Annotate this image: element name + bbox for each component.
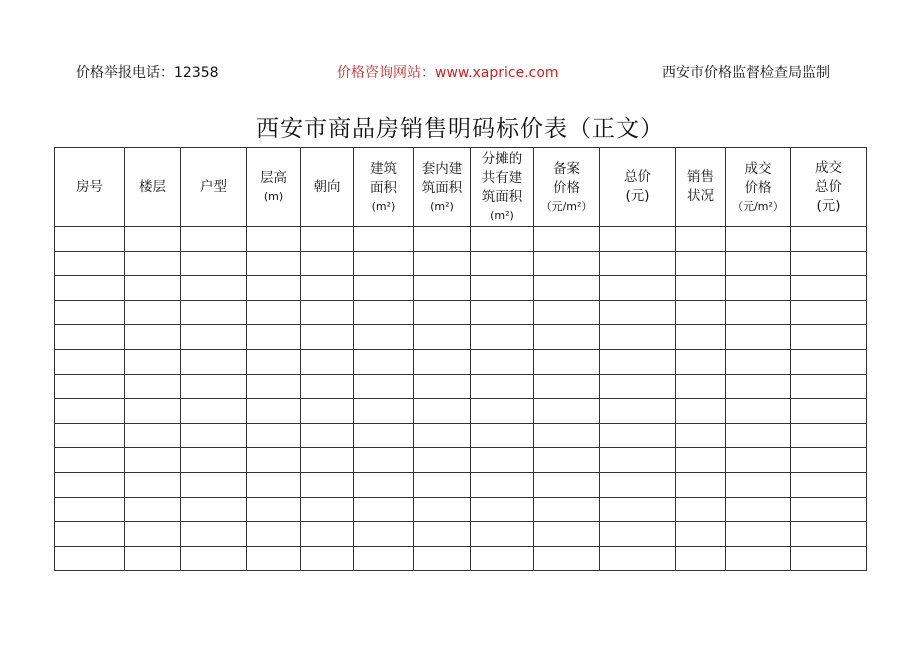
table-cell	[471, 546, 534, 571]
table-cell	[471, 472, 534, 497]
column-unit: (m²)	[490, 209, 514, 222]
table-cell	[55, 251, 125, 276]
table-cell	[354, 423, 414, 448]
table-cell	[600, 522, 676, 547]
table-cell	[125, 399, 181, 424]
table-cell	[354, 276, 414, 301]
table-cell	[354, 300, 414, 325]
table-cell	[676, 399, 726, 424]
table-cell	[791, 276, 867, 301]
table-row	[55, 423, 867, 448]
table-cell	[471, 276, 534, 301]
table-cell	[791, 227, 867, 252]
table-cell	[726, 423, 791, 448]
table-cell	[55, 300, 125, 325]
table-row	[55, 546, 867, 571]
column-unit: (m²)	[430, 199, 454, 213]
table-cell	[301, 251, 354, 276]
table-cell	[181, 497, 247, 522]
table-cell	[301, 325, 354, 350]
column-header-line: 筑面积	[481, 189, 523, 205]
column-header	[676, 148, 726, 227]
table-row	[55, 325, 867, 350]
table-cell	[247, 300, 301, 325]
column-header	[125, 148, 181, 227]
table-cell	[600, 227, 676, 252]
table-cell	[247, 276, 301, 301]
column-header-line: 房号	[76, 178, 103, 195]
table-cell	[791, 399, 867, 424]
table-cell	[414, 349, 471, 374]
table-cell	[55, 448, 125, 473]
table-cell	[471, 374, 534, 399]
table-cell	[676, 276, 726, 301]
table-cell	[55, 276, 125, 301]
table-cell	[471, 325, 534, 350]
table-cell	[471, 349, 534, 374]
table-cell	[414, 546, 471, 571]
table-cell	[354, 546, 414, 571]
column-header-line: 成交	[744, 160, 772, 177]
table-cell	[726, 276, 791, 301]
column-header	[534, 148, 600, 227]
table-header-row	[55, 148, 867, 227]
price-report-hotline: 价格举报电话：12358	[76, 65, 219, 81]
table-cell	[600, 497, 676, 522]
table-cell	[247, 399, 301, 424]
table-cell	[55, 349, 125, 374]
table-cell	[534, 227, 600, 252]
table-cell	[534, 546, 600, 571]
column-header	[55, 148, 125, 227]
table-cell	[125, 546, 181, 571]
table-cell	[791, 497, 867, 522]
table-cell	[181, 227, 247, 252]
table-cell	[676, 497, 726, 522]
column-header-line: 价格	[553, 179, 580, 196]
table-cell	[600, 374, 676, 399]
table-cell	[414, 399, 471, 424]
table-cell	[726, 448, 791, 473]
price-consult-website: 价格咨询网站：www.xaprice.com	[337, 65, 559, 81]
table-cell	[676, 300, 726, 325]
column-header-line: 套内建	[421, 160, 463, 177]
table-cell	[125, 300, 181, 325]
column-header-line: 户型	[200, 178, 227, 195]
table-cell	[676, 522, 726, 547]
table-row	[55, 448, 867, 473]
table-cell	[354, 472, 414, 497]
table-cell	[354, 399, 414, 424]
table-cell	[354, 325, 414, 350]
column-header-line: 面积	[370, 179, 397, 196]
table-cell	[676, 546, 726, 571]
supervisor-label: 西安市价格监督检查局监制	[662, 65, 830, 81]
column-header	[414, 148, 471, 227]
table-cell	[181, 251, 247, 276]
column-header-line: 分摊的	[481, 151, 523, 167]
table-cell	[534, 497, 600, 522]
table-cell	[414, 522, 471, 547]
table-cell	[414, 497, 471, 522]
table-cell	[791, 472, 867, 497]
column-header	[354, 148, 414, 227]
page-title: 西安市商品房销售明码标价表（正文）	[256, 116, 664, 142]
table-cell	[600, 325, 676, 350]
table-row	[55, 497, 867, 522]
table-cell	[354, 251, 414, 276]
table-cell	[247, 546, 301, 571]
table-cell	[726, 349, 791, 374]
column-header-line: 总价	[815, 178, 842, 195]
column-header	[600, 148, 676, 227]
table-row	[55, 399, 867, 424]
table-cell	[301, 374, 354, 399]
table-cell	[414, 276, 471, 301]
table-cell	[125, 497, 181, 522]
table-cell	[471, 497, 534, 522]
price-table	[54, 147, 867, 571]
table-cell	[414, 325, 471, 350]
table-cell	[125, 522, 181, 547]
table-cell	[676, 349, 726, 374]
column-header-line: 销售	[687, 169, 714, 185]
column-unit: (m²)	[371, 199, 396, 213]
table-cell	[181, 276, 247, 301]
table-cell	[471, 300, 534, 325]
table-cell	[791, 349, 867, 374]
table-cell	[55, 546, 125, 571]
table-cell	[125, 227, 181, 252]
table-row	[55, 522, 867, 547]
table-cell	[247, 497, 301, 522]
table-cell	[791, 300, 867, 325]
table-cell	[471, 522, 534, 547]
table-cell	[301, 448, 354, 473]
column-header-line: (元)	[816, 197, 841, 214]
table-row	[55, 300, 867, 325]
column-header	[471, 148, 534, 227]
table-cell	[247, 423, 301, 448]
table-cell	[247, 227, 301, 252]
table-cell	[676, 325, 726, 350]
table-cell	[181, 522, 247, 547]
table-row	[55, 374, 867, 399]
table-cell	[726, 497, 791, 522]
table-cell	[125, 251, 181, 276]
table-cell	[301, 349, 354, 374]
column-header	[791, 148, 867, 227]
table-cell	[534, 423, 600, 448]
table-cell	[676, 423, 726, 448]
table-cell	[600, 546, 676, 571]
table-cell	[301, 399, 354, 424]
table-row	[55, 472, 867, 497]
table-cell	[55, 399, 125, 424]
table-cell	[676, 448, 726, 473]
column-header	[301, 148, 354, 227]
table-cell	[534, 276, 600, 301]
table-cell	[181, 349, 247, 374]
table-cell	[247, 374, 301, 399]
table-cell	[534, 349, 600, 374]
column-header-line: 楼层	[139, 178, 166, 195]
table-cell	[354, 448, 414, 473]
column-unit: （元/m²）	[732, 199, 784, 213]
table-cell	[600, 276, 676, 301]
table-cell	[125, 423, 181, 448]
table-cell	[125, 374, 181, 399]
table-cell	[726, 374, 791, 399]
table-cell	[600, 300, 676, 325]
table-cell	[301, 227, 354, 252]
column-header-line: 建筑	[370, 160, 397, 177]
table-cell	[125, 448, 181, 473]
table-cell	[414, 374, 471, 399]
column-header	[181, 148, 247, 227]
table-cell	[534, 251, 600, 276]
column-header	[247, 148, 301, 227]
table-cell	[534, 472, 600, 497]
table-cell	[600, 423, 676, 448]
table-cell	[534, 399, 600, 424]
table-row	[55, 251, 867, 276]
table-cell	[125, 325, 181, 350]
table-cell	[125, 349, 181, 374]
column-header-line: 朝向	[313, 178, 341, 195]
column-header-line: 成交	[815, 159, 842, 176]
table-row	[55, 276, 867, 301]
table-cell	[125, 472, 181, 497]
table-cell	[534, 522, 600, 547]
table-cell	[55, 227, 125, 252]
table-cell	[726, 399, 791, 424]
table-cell	[791, 374, 867, 399]
column-header-line: 状况	[687, 188, 714, 204]
table-cell	[726, 522, 791, 547]
table-cell	[726, 227, 791, 252]
column-header-line: 总价	[624, 169, 651, 185]
column-header-line: 备案	[553, 160, 580, 177]
table-cell	[301, 522, 354, 547]
table-cell	[414, 448, 471, 473]
table-cell	[791, 325, 867, 350]
table-cell	[726, 251, 791, 276]
table-cell	[354, 522, 414, 547]
table-cell	[247, 251, 301, 276]
table-cell	[791, 251, 867, 276]
table-cell	[600, 472, 676, 497]
table-cell	[301, 546, 354, 571]
table-cell	[534, 374, 600, 399]
table-cell	[414, 251, 471, 276]
table-body	[55, 227, 867, 571]
table-cell	[301, 423, 354, 448]
table-cell	[354, 349, 414, 374]
column-unit: （元/m²）	[540, 199, 593, 213]
table-cell	[600, 349, 676, 374]
table-cell	[247, 349, 301, 374]
table-cell	[55, 472, 125, 497]
column-header-line: 层高	[260, 170, 287, 186]
table-cell	[791, 423, 867, 448]
table-cell	[181, 325, 247, 350]
table-cell	[55, 423, 125, 448]
table-cell	[471, 399, 534, 424]
table-cell	[791, 546, 867, 571]
table-cell	[247, 325, 301, 350]
table-cell	[247, 522, 301, 547]
table-cell	[726, 300, 791, 325]
table-cell	[354, 497, 414, 522]
table-cell	[55, 374, 125, 399]
table-cell	[791, 448, 867, 473]
table-cell	[414, 423, 471, 448]
table-cell	[471, 448, 534, 473]
table-cell	[471, 423, 534, 448]
table-cell	[726, 546, 791, 571]
table-cell	[726, 472, 791, 497]
table-row	[55, 227, 867, 252]
table-cell	[726, 325, 791, 350]
table-cell	[676, 374, 726, 399]
table-cell	[181, 546, 247, 571]
table-cell	[354, 374, 414, 399]
column-header-line: 价格	[744, 179, 772, 196]
column-header-line: 共有建	[481, 170, 523, 186]
table-cell	[181, 448, 247, 473]
table-cell	[55, 522, 125, 547]
table-cell	[414, 300, 471, 325]
table-cell	[181, 374, 247, 399]
table-cell	[55, 325, 125, 350]
table-cell	[247, 448, 301, 473]
table-cell	[301, 300, 354, 325]
table-cell	[471, 227, 534, 252]
table-cell	[414, 472, 471, 497]
table-cell	[301, 497, 354, 522]
column-header-line: (元)	[625, 188, 650, 204]
table-cell	[471, 251, 534, 276]
column-unit: (m)	[263, 190, 284, 203]
table-cell	[600, 448, 676, 473]
table-cell	[301, 472, 354, 497]
table-cell	[181, 423, 247, 448]
table-cell	[181, 399, 247, 424]
table-cell	[354, 227, 414, 252]
table-row	[55, 349, 867, 374]
table-cell	[414, 227, 471, 252]
table-cell	[600, 251, 676, 276]
column-header	[726, 148, 791, 227]
table-cell	[125, 276, 181, 301]
table-cell	[55, 497, 125, 522]
column-header-line: 筑面积	[421, 179, 463, 196]
table-cell	[181, 472, 247, 497]
table-cell	[600, 399, 676, 424]
table-cell	[534, 448, 600, 473]
table-cell	[791, 522, 867, 547]
table-cell	[534, 325, 600, 350]
table-cell	[247, 472, 301, 497]
table-cell	[676, 472, 726, 497]
table-cell	[676, 251, 726, 276]
table-cell	[301, 276, 354, 301]
table-cell	[534, 300, 600, 325]
table-cell	[181, 300, 247, 325]
table-cell	[676, 227, 726, 252]
